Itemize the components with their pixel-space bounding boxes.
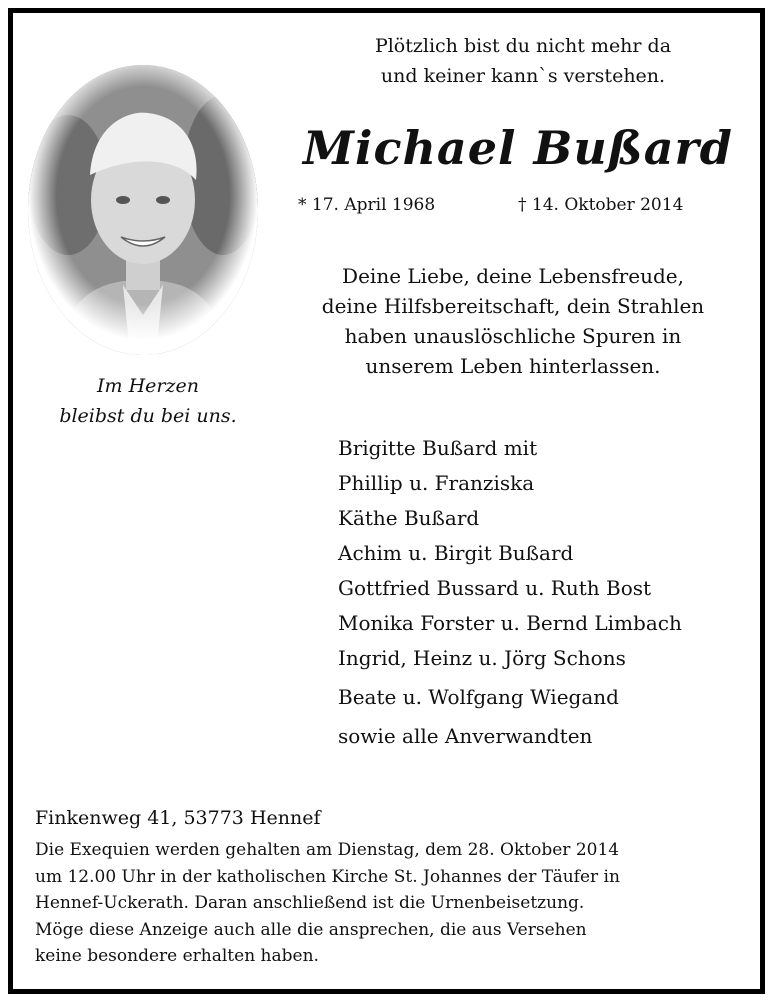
mourner-line: Gottfried Bussard u. Ruth Bost [338,576,652,600]
funeral-notice [35,837,765,970]
death-date: † 14. Oktober 2014 [518,195,684,215]
mourner-line: Brigitte Bußard mit [338,436,538,460]
obituary-frame [8,8,765,994]
portrait-photo [28,65,258,355]
quote-line: und keiner kann`s verstehen. [380,65,666,87]
motto-line: bleibst du bei uns. [59,405,237,427]
quote-line: Plötzlich bist du nicht mehr da [374,35,672,57]
opening-quote [323,31,723,91]
tribute-line: unserem Leben hinterlassen. [365,354,661,378]
notice-line: Die Exequien werden gehalten am Dienstag, dem 28. Oktober 2014 [35,840,620,860]
address: Finkenweg 41, 53773 Hennef [35,807,321,829]
deceased-name: Michael Bußard [303,121,733,175]
mourner-line: Phillip u. Franziska [338,471,535,495]
notice-line: keine besondere erhalten haben. [35,946,319,966]
birth-date: * 17. April 1968 [298,195,436,215]
notice-line: Möge diese Anzeige auch alle die ansprechen, die aus Versehen [35,919,587,940]
notice-line: um 12.00 Uhr in der katholischen Kirche St. Johannes der Täufer in [35,866,620,887]
notice-line: Hennef-Uckerath. Daran anschließend ist die Urnenbeisetzung. [35,893,585,913]
mourner-line: sowie alle Anverwandten [338,724,593,748]
mourner-line: Achim u. Birgit Bußard [338,541,574,565]
tribute-line: haben unauslöschliche Spuren in [344,324,682,348]
tribute-line: deine Hilfsbereitschaft, dein Strahlen [321,294,705,318]
mourners-list [338,431,758,754]
motto [33,371,263,431]
mourner-line: Käthe Bußard [338,506,480,530]
motto-line: Im Herzen [97,375,199,397]
mourner-line: Ingrid, Heinz u. Jörg Schons [338,646,626,670]
mourner-line: Monika Forster u. Bernd Limbach [338,611,682,635]
tribute-line: Deine Liebe, deine Lebensfreude, [342,264,684,288]
mourner-line: Beate u. Wolfgang Wiegand [338,685,619,709]
tribute-text [283,261,743,381]
